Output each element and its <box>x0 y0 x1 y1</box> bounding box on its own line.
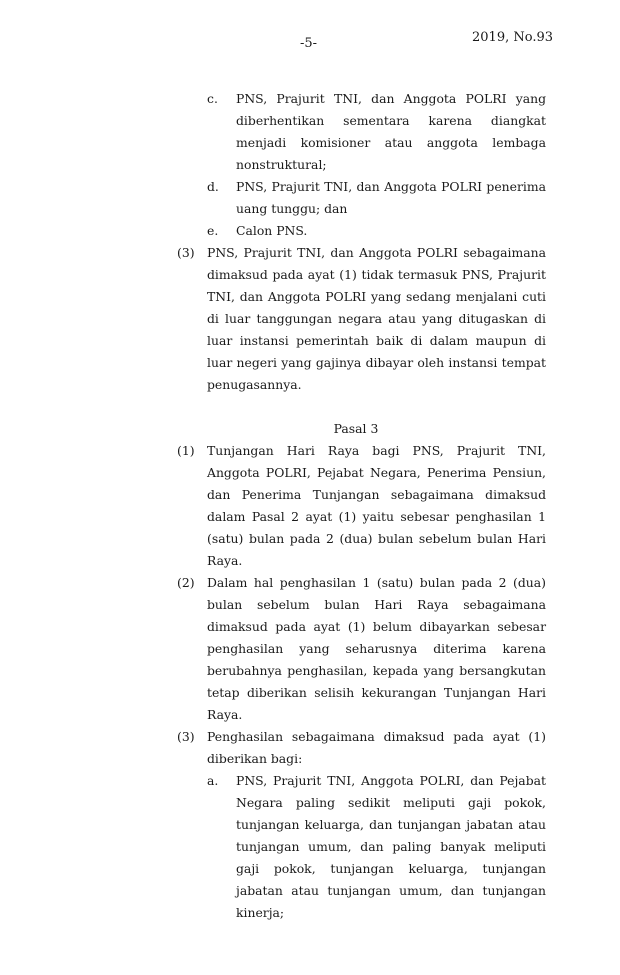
ayat-3-paragraph <box>0 242 620 396</box>
ayat-text: PNS, Prajurit TNI, dan Anggota POLRI sebagaimana dimaksud pada ayat (1) tidak termasuk PNS, Prajurit TNI, dan Anggota POLRI yang sedang menjalani cuti di luar tanggungan negara atau yang ditugaskan di luar instansi pemerintah baik di dalam maupun di luar negeri yang gajinya dibayar oleh instansi tempat penugasannya. <box>207 245 546 392</box>
list-marker: a. <box>207 773 219 788</box>
pasal-3-heading: Pasal 3 <box>333 421 379 436</box>
pasal-3-list-item-a <box>0 770 620 924</box>
list-item-e <box>0 220 620 242</box>
list-marker: d. <box>207 179 219 194</box>
ayat-marker: (3) <box>177 245 195 260</box>
list-marker: c. <box>207 91 218 106</box>
ayat-marker: (3) <box>177 729 195 744</box>
list-item-text: PNS, Prajurit TNI, Anggota POLRI, dan Pejabat Negara paling sedikit meliputi gaji pokok, tunjangan keluarga, dan tunjangan jabatan atau tunjangan umum, dan paling banyak meliputi gaji pokok, tunjangan keluarga, tunjangan jabatan atau tunjangan umum, dan tunjangan kinerja; <box>236 773 546 920</box>
document-reference: 2019, No.93 <box>472 30 553 45</box>
ayat-marker: (2) <box>177 575 195 590</box>
pasal-3-ayat-3 <box>0 726 620 770</box>
ayat-text: Penghasilan sebagaimana dimaksud pada ayat (1) diberikan bagi: <box>207 729 546 766</box>
list-item-d <box>0 176 620 220</box>
ayat-text: Tunjangan Hari Raya bagi PNS, Prajurit TNI, Anggota POLRI, Pejabat Negara, Penerima Pensiun, dan Penerima Tunjangan sebagaimana dimaksud dalam Pasal 2 ayat (1) yaitu sebesar penghasilan 1 (satu) bulan pada 2 (dua) bulan sebelum bulan Hari Raya. <box>207 443 546 568</box>
list-item-c <box>0 88 620 176</box>
page-number: -5- <box>300 36 318 51</box>
list-marker: e. <box>207 223 219 238</box>
list-item-text: PNS, Prajurit TNI, dan Anggota POLRI yang diberhentikan sementara karena diangkat menjadi komisioner atau anggota lembaga nonstruktural; <box>236 91 546 172</box>
ayat-text: Dalam hal penghasilan 1 (satu) bulan pada 2 (dua) bulan sebelum bulan Hari Raya sebagaimana dimaksud pada ayat (1) belum dibayarkan sebesar penghasilan yang seharusnya diterima karena berubahnya penghasilan, kepada yang bersangkutan tetap diberikan selisih kekurangan Tunjangan Hari Raya. <box>207 575 546 722</box>
pasal-3-ayat-2 <box>0 572 620 726</box>
list-item-text: PNS, Prajurit TNI, dan Anggota POLRI penerima uang tunggu; dan <box>236 179 546 216</box>
ayat-marker: (1) <box>177 443 195 458</box>
list-item-text: Calon PNS. <box>236 223 308 238</box>
document-body <box>0 88 620 924</box>
pasal-3-ayat-1 <box>0 440 620 572</box>
